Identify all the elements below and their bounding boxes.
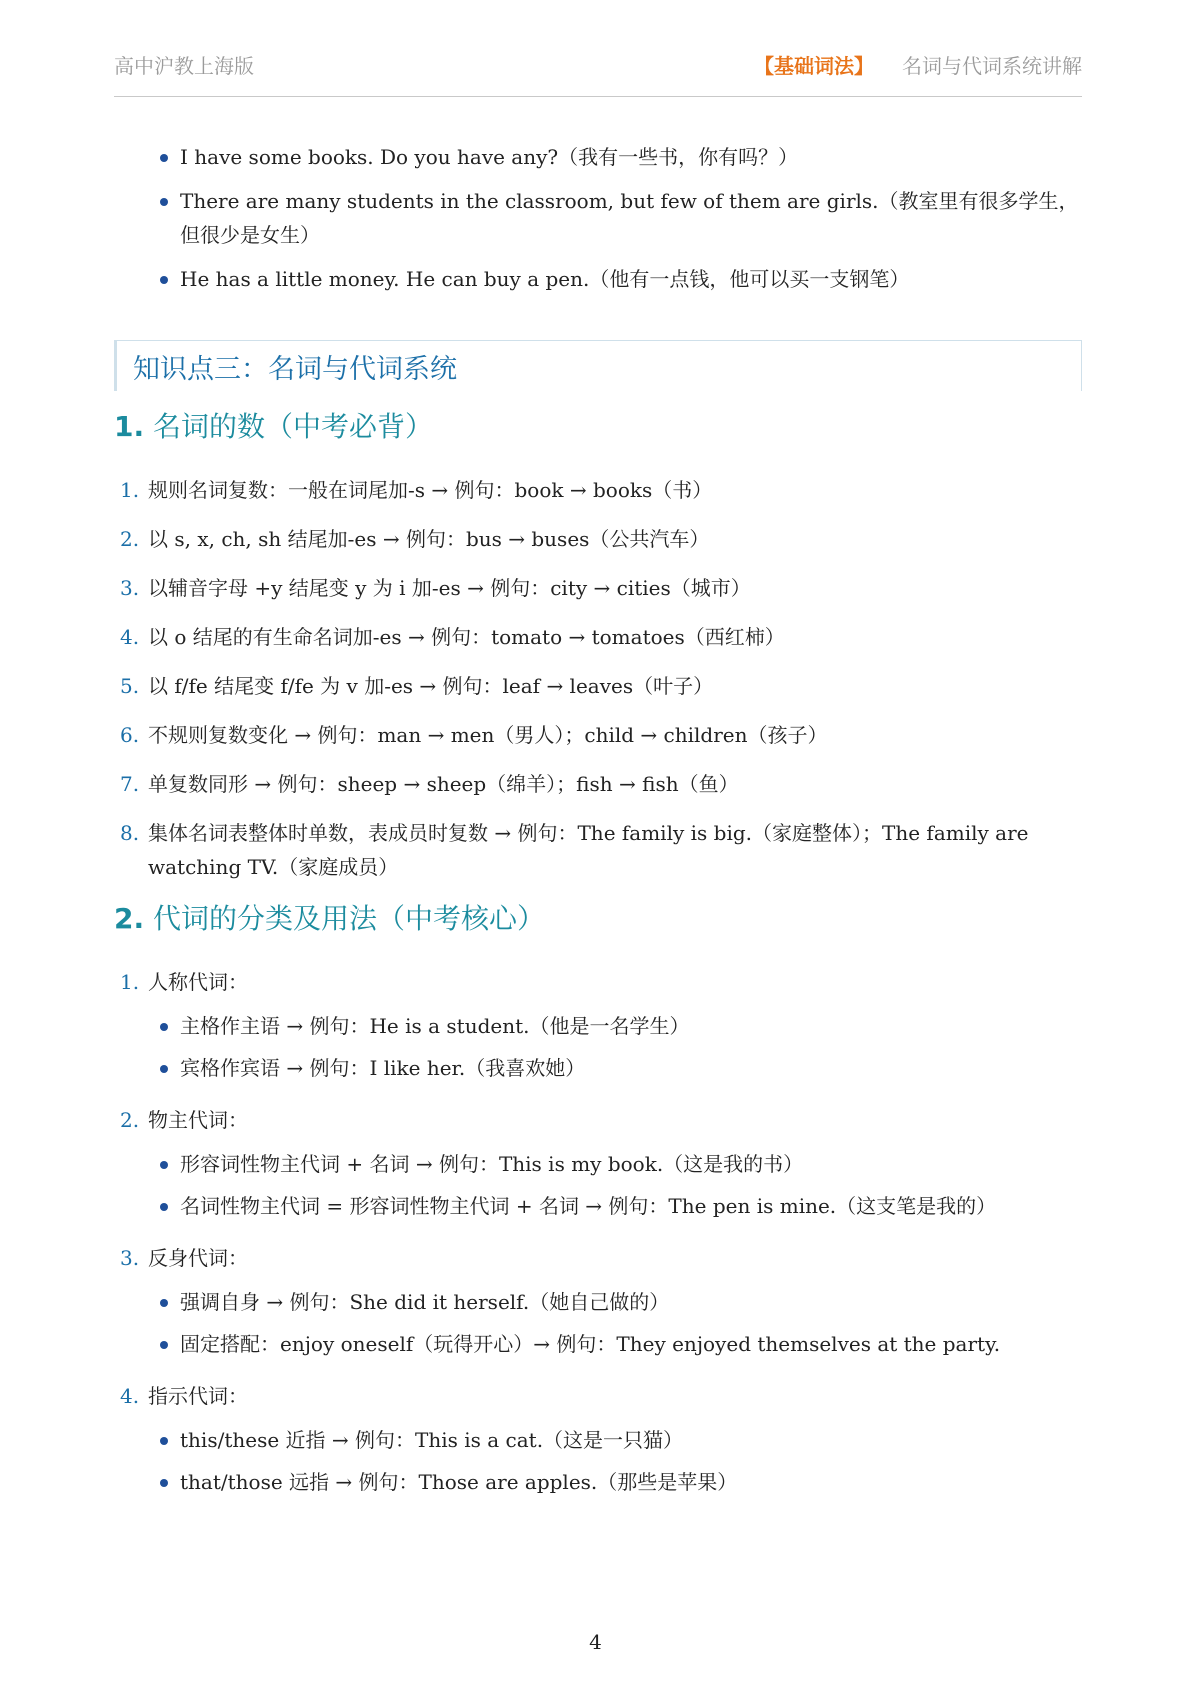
header-book-title: 高中沪教上海版 xyxy=(114,54,254,78)
item-number: 7. xyxy=(120,772,140,796)
header-chapter-title: 名词与代词系统讲解 xyxy=(902,54,1082,78)
item-text: 不规则复数变化 → 例句：man → men（男人）；child → children（孩子） xyxy=(148,723,828,747)
numbered-item xyxy=(114,473,1082,507)
group-heading xyxy=(114,1241,1082,1275)
list-item-text: that/those 远指 → 例句：Those are apples.（那些是苹果） xyxy=(180,1470,738,1494)
section-title: 知识点三：名词与代词系统 xyxy=(133,354,457,385)
list-item xyxy=(114,1327,1082,1361)
list-item xyxy=(114,1009,1082,1043)
pronoun-groups xyxy=(114,965,1082,1499)
numbered-item xyxy=(114,571,1082,605)
bullet-icon xyxy=(160,1341,168,1349)
bullet-icon xyxy=(160,276,168,284)
page-header xyxy=(114,44,1082,97)
item-number: 1. xyxy=(120,970,140,994)
item-number: 5. xyxy=(120,674,140,698)
bullet-icon xyxy=(160,1161,168,1169)
heading-number: 2. xyxy=(114,902,145,935)
header-category-tag: 【基础词法】 xyxy=(754,54,874,78)
group-heading xyxy=(114,1103,1082,1137)
list-item-text: He has a little money. He can buy a pen.（他有一点钱，他可以买一支钢笔） xyxy=(180,267,910,291)
bullet-icon xyxy=(160,1299,168,1307)
item-number: 8. xyxy=(120,821,140,845)
group-heading xyxy=(114,1379,1082,1413)
bullet-icon xyxy=(160,1479,168,1487)
list-item xyxy=(114,1285,1082,1319)
item-number: 3. xyxy=(120,1246,140,1270)
item-text: 以 s, x, ch, sh 结尾加-es → 例句：bus → buses（公共汽车） xyxy=(148,527,710,551)
numbered-item xyxy=(114,669,1082,703)
numbered-item xyxy=(114,718,1082,752)
group-title: 物主代词： xyxy=(148,1108,248,1132)
bullet-icon xyxy=(160,1023,168,1031)
item-text: 单复数同形 → 例句：sheep → sheep（绵羊）；fish → fish（鱼） xyxy=(148,772,739,796)
list-item xyxy=(114,262,1082,296)
heading-number: 1. xyxy=(114,410,145,443)
list-item xyxy=(114,1465,1082,1499)
pronoun-group xyxy=(114,965,1082,1085)
list-item-text: 名词性物主代词 = 形容词性物主代词 + 名词 → 例句：The pen is mine.（这支笔是我的） xyxy=(180,1194,997,1218)
page-number: 4 xyxy=(589,1630,602,1654)
item-text: 规则名词复数：一般在词尾加-s → 例句：book → books（书） xyxy=(148,478,713,502)
list-item-text: this/these 近指 → 例句：This is a cat.（这是一只猫） xyxy=(180,1428,684,1452)
item-text: 以 f/fe 结尾变 f/fe 为 v 加-es → 例句：leaf → leaves（叶子） xyxy=(148,674,714,698)
list-item-text: 固定搭配：enjoy oneself（玩得开心）→ 例句：They enjoyed themselves at the party. xyxy=(180,1332,1001,1356)
list-item xyxy=(114,1051,1082,1085)
list-item xyxy=(114,1147,1082,1181)
item-text: 以辅音字母 +y 结尾变 y 为 i 加-es → 例句：city → cities（城市） xyxy=(148,576,751,600)
numbered-item xyxy=(114,522,1082,556)
numbered-item xyxy=(114,767,1082,801)
list-item xyxy=(114,1423,1082,1457)
item-number: 6. xyxy=(120,723,140,747)
intro-example-list xyxy=(114,140,1082,296)
numbered-item xyxy=(114,816,1082,884)
item-number: 3. xyxy=(120,576,140,600)
list-item xyxy=(114,184,1082,252)
bullet-icon xyxy=(160,1203,168,1211)
list-item-text: 形容词性物主代词 + 名词 → 例句：This is my book.（这是我的书） xyxy=(180,1152,804,1176)
item-number: 2. xyxy=(120,527,140,551)
bullet-icon xyxy=(160,1065,168,1073)
pronoun-group xyxy=(114,1241,1082,1361)
page-content xyxy=(114,140,1082,1517)
list-item-text: 宾格作宾语 → 例句：I like her.（我喜欢她） xyxy=(180,1056,586,1080)
heading-text: 代词的分类及用法（中考核心） xyxy=(153,902,546,935)
list-item-text: There are many students in the classroom, but few of them are girls.（教室里有很多学生，但很少是女生） xyxy=(180,189,1079,247)
list-item xyxy=(114,1189,1082,1223)
group-title: 指示代词： xyxy=(148,1384,248,1408)
group-title: 人称代词： xyxy=(148,970,248,994)
item-text: 集体名词表整体时单数，表成员时复数 → 例句：The family is big.（家庭整体）；The family are watching TV.（家庭成员） xyxy=(148,821,1029,879)
section-title-box xyxy=(114,340,1082,391)
item-number: 2. xyxy=(120,1108,140,1132)
list-item-text: 强调自身 → 例句：She did it herself.（她自己做的） xyxy=(180,1290,670,1314)
part2-heading xyxy=(114,899,1082,939)
heading-text: 名词的数（中考必背） xyxy=(153,410,434,443)
list-item-text: 主格作主语 → 例句：He is a student.（他是一名学生） xyxy=(180,1014,690,1038)
list-item xyxy=(114,140,1082,174)
noun-plural-list xyxy=(114,473,1082,884)
item-text: 以 o 结尾的有生命名词加-es → 例句：tomato → tomatoes（西红柿） xyxy=(148,625,785,649)
group-heading xyxy=(114,965,1082,999)
item-number: 4. xyxy=(120,625,140,649)
pronoun-group xyxy=(114,1103,1082,1223)
numbered-item xyxy=(114,620,1082,654)
group-title: 反身代词： xyxy=(148,1246,248,1270)
pronoun-group xyxy=(114,1379,1082,1499)
header-right xyxy=(754,50,1082,79)
bullet-icon xyxy=(160,1437,168,1445)
part1-heading xyxy=(114,407,1082,447)
item-number: 1. xyxy=(120,478,140,502)
item-number: 4. xyxy=(120,1384,140,1408)
bullet-icon xyxy=(160,154,168,162)
bullet-icon xyxy=(160,198,168,206)
list-item-text: I have some books. Do you have any?（我有一些书，你有吗？） xyxy=(180,145,799,169)
